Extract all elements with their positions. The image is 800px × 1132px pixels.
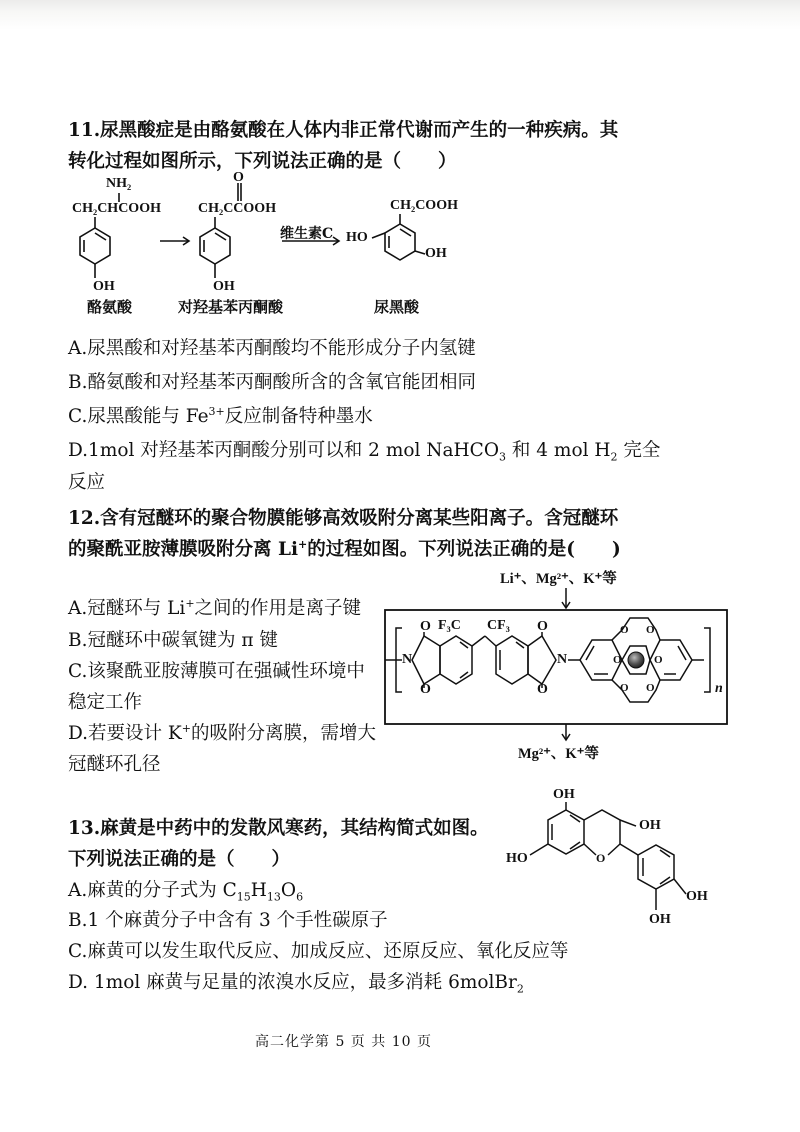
imide-o-1: O — [420, 619, 431, 634]
repeat-subscript-n: n — [715, 681, 723, 696]
q12-option-c-line2: 稳定工作 — [68, 692, 143, 713]
q13-stem-line2: 下列说法正确的是（ ） — [68, 849, 291, 870]
q13-option-a: A.麻黄的分子式为 $C_{15}H_{13}O_6$ — [68, 880, 304, 904]
mol2-o: O — [233, 170, 244, 185]
q11-stem-line2: 转化过程如图所示，下列说法正确的是（ ） — [68, 151, 457, 172]
q13-oh-top: OH — [553, 787, 575, 802]
q12-option-d-line1: D.若要设计 K+的吸附分离膜，需增大 — [68, 721, 376, 744]
q12-stem-line1: 12.含有冠醚环的聚合物膜能够高效吸附分离某些阳离子。含冠醚环 — [68, 508, 619, 529]
ether-o-2: O — [646, 624, 655, 636]
q13-ho-left: HO — [506, 851, 528, 866]
q12-option-d-line2: 冠醚环孔径 — [68, 754, 161, 775]
mol2-name: 对羟基苯丙酮酸 — [178, 298, 284, 316]
imide-n-1: N — [402, 652, 413, 667]
q11-option-b: B.酪氨酸和对羟基苯丙酮酸所含的含氧官能团相同 — [68, 372, 476, 393]
q13-ring-o: O — [596, 851, 606, 865]
ether-o-4: O — [654, 654, 663, 666]
mol1-name: 酪氨酸 — [87, 298, 133, 316]
page-footer: 高二化学第 5 页 共 10 页 — [255, 1034, 432, 1050]
q12-option-c-line1: C.该聚酰亚胺薄膜可在强碱性环境中 — [68, 661, 365, 682]
q11-option-d-cont: 反应 — [68, 472, 106, 493]
arrow-label-vitamin-c: 维生素C — [280, 226, 334, 242]
q11-stem-line1: 11.尿黑酸症是由酪氨酸在人体内非正常代谢而产生的一种疾病。其 — [68, 120, 619, 141]
imide-o-4: O — [537, 682, 548, 697]
mol3-ho: HO — [346, 230, 368, 245]
imide-o-3: O — [537, 619, 548, 634]
q13-option-c: C.麻黄可以发生取代反应、加成反应、还原反应、氧化反应等 — [68, 941, 569, 962]
imide-n-2: N — [557, 652, 568, 667]
mol2-chain: CH₂CCOOH — [198, 201, 277, 216]
q13-option-b: B.1 个麻黄分子中含有 3 个手性碳原子 — [68, 910, 388, 931]
q11-option-c: C.尿黑酸能与 $Fe^{3+}$反应制备特种墨水 — [68, 404, 373, 427]
ether-o-6: O — [646, 682, 655, 694]
imide-o-2: O — [420, 682, 431, 697]
cf3-right: CF₃ — [487, 618, 510, 633]
q13-stem-line1: 13.麻黄是中药中的发散风寒药，其结构简式如图。 — [68, 818, 489, 839]
q12-option-b: B.冠醚环中碳氧键为 π 键 — [68, 630, 278, 651]
q12-stem-line2: 的聚酰亚胺薄膜吸附分离 Li+的过程如图。下列说法正确的是( ) — [68, 537, 621, 560]
mol1-chain: CH₂CHCOOH — [72, 201, 161, 216]
mol3-chain: CH₂COOH — [390, 198, 458, 213]
ether-o-1: O — [620, 624, 629, 636]
q12-top-ions-label: Li⁺、Mg²⁺、K⁺等 — [500, 571, 617, 587]
q13-option-d: D. 1mol 麻黄与足量的浓溴水反应，最多消耗 6molBr$_2$ — [68, 972, 524, 996]
ether-o-3: O — [613, 654, 622, 666]
mol2-oh: OH — [213, 279, 235, 294]
mol3-name: 尿黑酸 — [374, 298, 420, 316]
ether-o-5: O — [620, 682, 629, 694]
q12-bottom-ions-label: Mg²⁺、K⁺等 — [518, 746, 599, 762]
q11-option-a: A.尿黑酸和对羟基苯丙酮酸均不能形成分子内氢键 — [68, 338, 476, 359]
q11-option-d: D.1mol 对羟基苯丙酮酸分别可以和 2 mol NaHCO$_3$ 和 4 mol $H_2$ 完全 — [68, 440, 661, 464]
mol3-oh: OH — [425, 246, 447, 261]
q12-option-a: A.冠醚环与 Li+之间的作用是离子键 — [68, 596, 362, 619]
cf3-left: F₃C — [438, 618, 461, 633]
q13-oh-ring: OH — [639, 818, 661, 833]
mol1-nh2: NH₂ — [106, 176, 132, 191]
mol1-oh: OH — [93, 279, 115, 294]
q13-phenyl-oh-1: OH — [686, 889, 708, 904]
q13-phenyl-oh-2: OH — [649, 912, 671, 927]
